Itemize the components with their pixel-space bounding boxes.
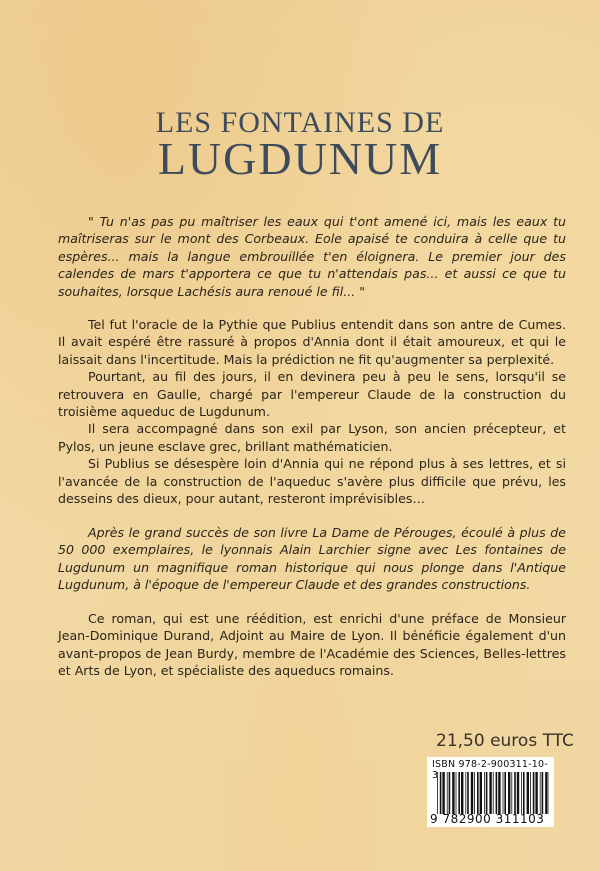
about-text: Après le grand succès de son livre La Dame de Pérouges, écoulé à plus de 50 000 exemplaires, le lyonnais Alain Larchier signe avec Les fontaines de Lugdunum un magnifique roman historique qui nous plonge dans l'Antique Lugdunum, à l'époque de l'empereur Claude et des grandes constructions.: [58, 525, 566, 593]
barcode-bar: [530, 772, 531, 814]
oracle-quote: [58, 213, 566, 300]
barcode-bar: [521, 772, 522, 814]
barcode-bar: [523, 772, 525, 814]
barcode-bar: [514, 772, 516, 814]
title-line2: LUGDUNUM: [157, 133, 443, 184]
barcode-bar: [458, 772, 460, 814]
barcode-bars: [437, 772, 549, 814]
barcode-bar: [442, 772, 444, 814]
barcode-bar: [508, 772, 510, 814]
title-line1: LES FONTAINES DE: [155, 106, 445, 139]
barcode: [427, 757, 554, 827]
barcode-bar: [493, 772, 494, 814]
barcode-bar: [535, 772, 537, 814]
barcode-bar: [489, 772, 491, 814]
barcode-bar: [477, 772, 479, 814]
barcode-bar: [465, 772, 466, 814]
barcode-bar: [503, 772, 504, 814]
barcode-bar: [467, 772, 469, 814]
barcode-bar: [456, 772, 457, 814]
isbn: ISBN 978-2-900311-10-3: [432, 759, 548, 781]
barcode-bar: [511, 772, 512, 814]
barcode-bar: [517, 772, 519, 814]
barcode-bar: [447, 772, 448, 814]
synopsis-paragraph: Si Publius se désespère loin d'Annia qui ne répond plus à ses lettres, et si l'avancée de la construction de l'aqueduc s'avère plus difficile que prévu, les desseins des dieux, pour autant, resteront imprévisibles…: [58, 456, 566, 507]
barcode-digits: 9 782900 311103: [430, 812, 545, 826]
synopsis-paragraph: Il sera accompagné dans son exil par Lyson, son ancien précepteur, et Pylos, un jeune esclave grec, brillant mathématicien.: [58, 421, 566, 454]
price: 21,50 euros TTC: [436, 731, 574, 751]
barcode-bar: [498, 772, 500, 814]
edition-text: Ce roman, qui est une réédition, est enrichi d'une préface de Monsieur Jean-Dominique Durand, Adjoint au Maire de Lyon. Il bénéficie également d'un avant-propos de Jean Burdy, membre de l'Académie des Sciences, Belles-lettres et Arts de Lyon, et spécialiste des aqueducs romains.: [58, 611, 566, 679]
barcode-bar: [527, 772, 529, 814]
barcode-bar: [452, 772, 454, 814]
barcode-bar: [480, 772, 482, 814]
synopsis: [58, 316, 566, 507]
edition-note: [58, 610, 566, 680]
barcode-bar: [471, 772, 473, 814]
barcode-bar: [545, 772, 547, 814]
synopsis-paragraph: Tel fut l'oracle de la Pythie que Publius entendit dans son antre de Cumes. Il avait espéré être rassuré à propos d'Annia dont il était amoureux, et qui le laissait dans l'incertitude. Mais la prédiction ne fit qu'augmenter sa perplexité.: [58, 317, 566, 367]
barcode-bar: [504, 772, 506, 814]
book-title: [0, 108, 600, 182]
barcode-bar: [542, 772, 544, 814]
barcode-bar: [540, 772, 541, 814]
synopsis-paragraph: Pourtant, au fil des jours, il en devinera peu à peu le sens, lorsqu'il se retrouvera en Gaulle, chargé par l'empereur Claude de la construction du troisième aqueduc de Lugdunum.: [58, 369, 566, 420]
barcode-bar: [486, 772, 488, 814]
author-blurb: [58, 524, 566, 594]
barcode-bar: [440, 772, 442, 814]
barcode-bar: [461, 772, 463, 814]
barcode-bar: [533, 772, 535, 814]
barcode-bar: [474, 772, 475, 814]
barcode-bar: [437, 772, 438, 814]
barcode-bar: [484, 772, 485, 814]
barcode-bar: [496, 772, 498, 814]
quote-text: " Tu n'as pas pu maîtriser les eaux qui t'ont amené ici, mais les eaux tu maîtriseras sur le mont des Corbeaux. Eole apaisé te conduira à celle que tu espères... mais la langue embrouillée t'en éloignera. Le premier jour des calendes de mars t'apportera ce que tu n'attendais pas... et aussi ce que tu souhaites, lorsque Lachésis aura renoué le fil... ": [58, 214, 566, 299]
barcode-bar: [449, 772, 451, 814]
